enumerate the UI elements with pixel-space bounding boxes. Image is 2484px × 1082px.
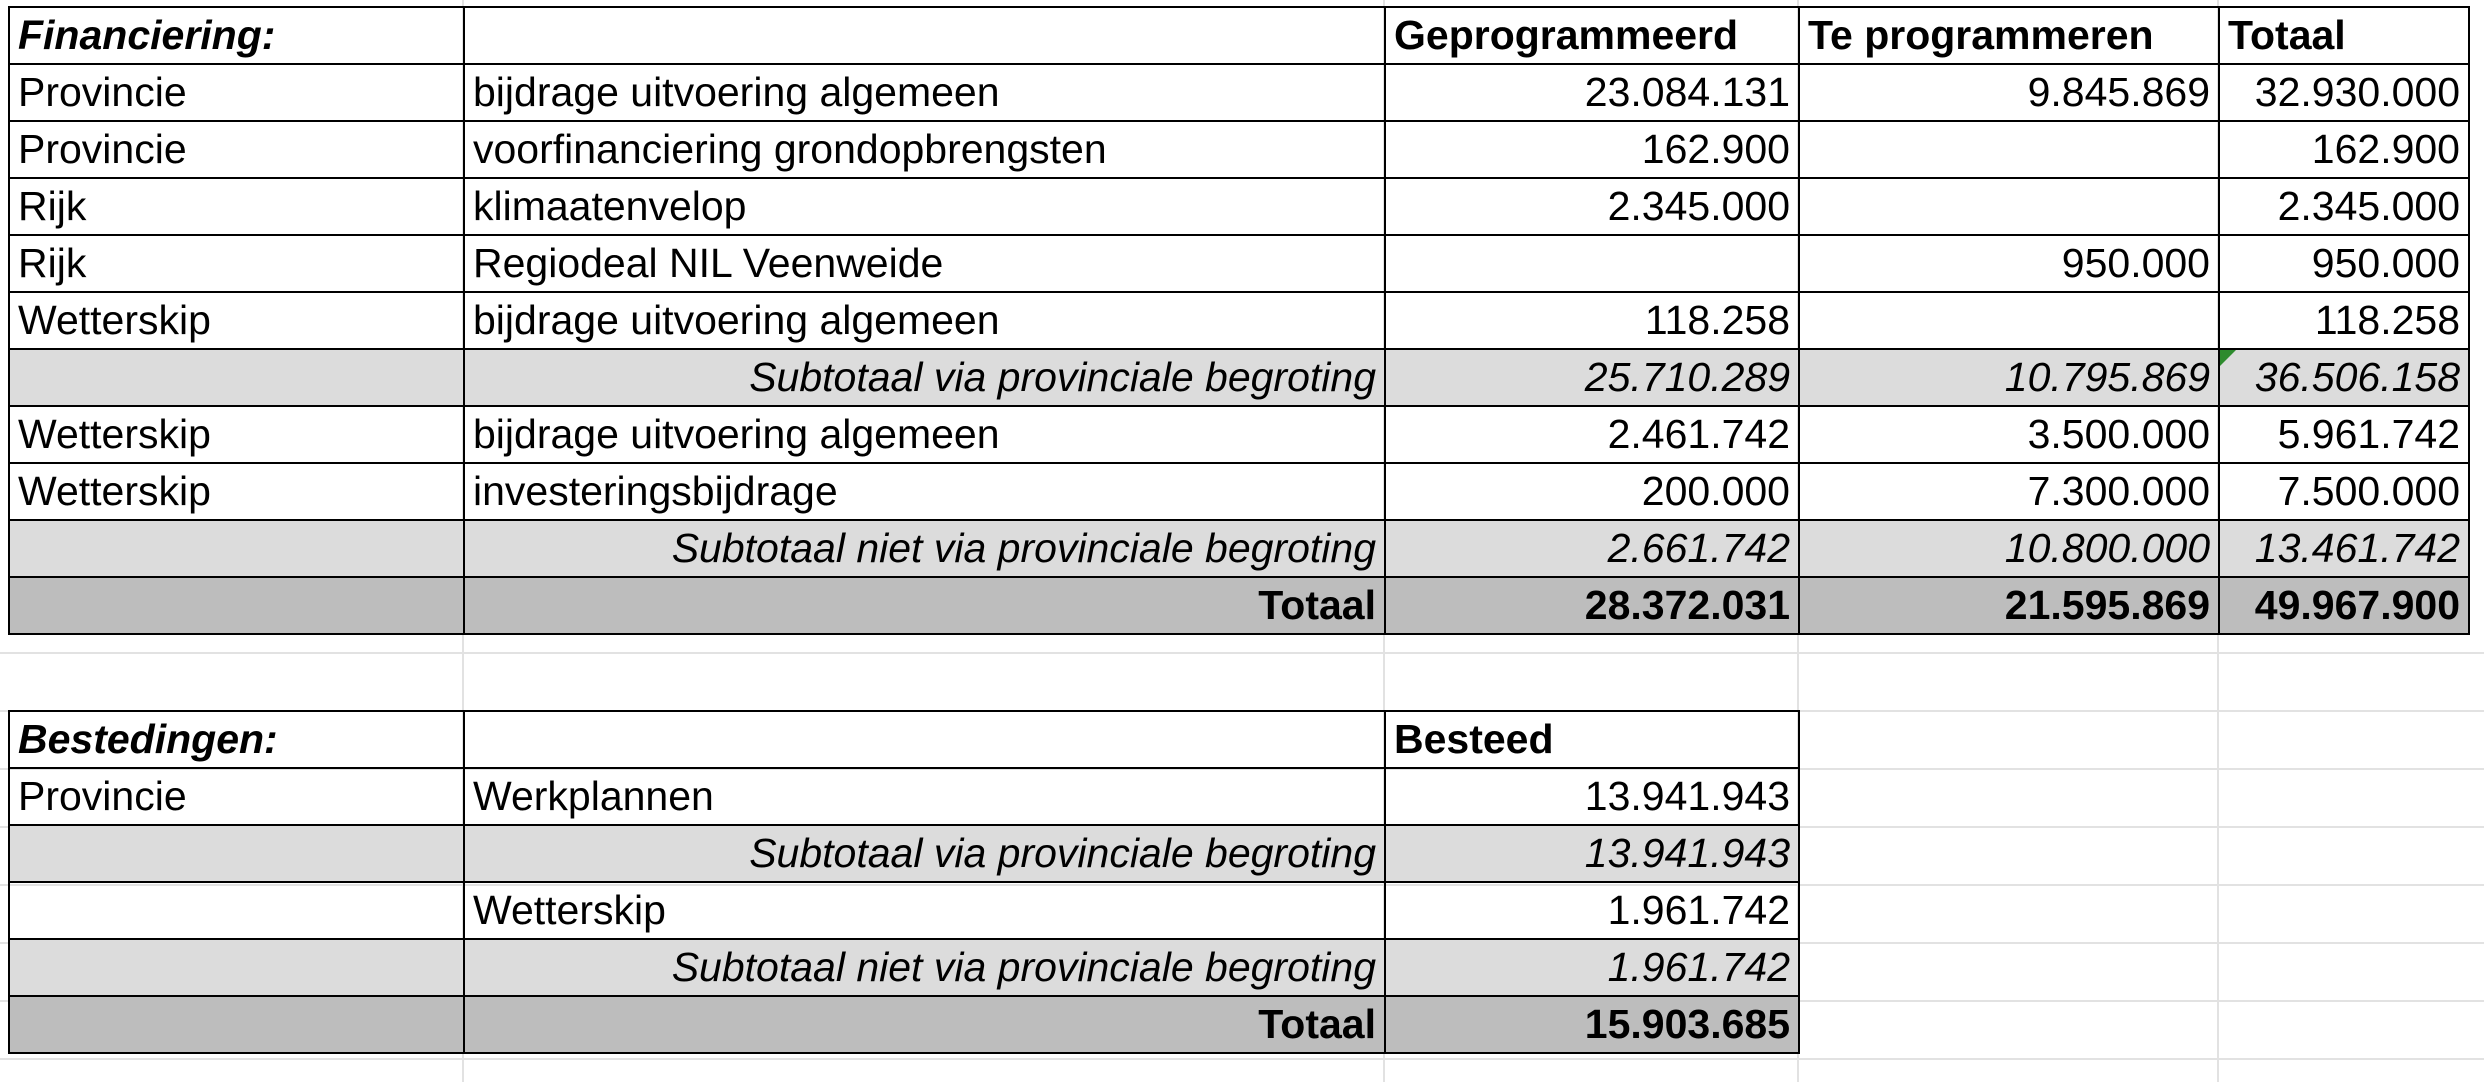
party-cell[interactable]: Provincie — [9, 768, 464, 825]
te-programmeren-cell[interactable] — [1799, 178, 2219, 235]
te-programmeren-cell[interactable]: 3.500.000 — [1799, 406, 2219, 463]
te-programmeren-cell[interactable] — [1799, 121, 2219, 178]
table-row — [9, 121, 2469, 178]
totaal-cell[interactable]: 2.345.000 — [2219, 178, 2469, 235]
totaal-cell[interactable]: 32.930.000 — [2219, 64, 2469, 121]
party-cell[interactable]: Rijk — [9, 235, 464, 292]
description-cell[interactable]: Regiodeal NIL Veenweide — [464, 235, 1385, 292]
header-geprogrammeerd[interactable]: Geprogrammeerd — [1385, 7, 1799, 64]
subtotal-label[interactable]: Subtotaal via provinciale begroting — [464, 349, 1385, 406]
blank-cell[interactable] — [9, 939, 464, 996]
te-programmeren-cell[interactable] — [1799, 292, 2219, 349]
description-cell[interactable]: klimaatenvelop — [464, 178, 1385, 235]
geprogrammeerd-cell[interactable]: 23.084.131 — [1385, 64, 1799, 121]
geprogrammeerd-cell[interactable] — [1385, 235, 1799, 292]
blank-cell[interactable] — [9, 825, 464, 882]
subtotal-totaal-value: 36.506.158 — [2254, 354, 2460, 400]
blank-cell[interactable] — [9, 996, 464, 1053]
description-cell[interactable]: Werkplannen — [464, 768, 1385, 825]
subtotal-geprogrammeerd[interactable]: 25.710.289 — [1385, 349, 1799, 406]
comment-marker-icon — [2220, 350, 2236, 366]
table-row — [9, 882, 1799, 939]
party-cell[interactable]: Provincie — [9, 64, 464, 121]
party-cell[interactable] — [9, 882, 464, 939]
party-cell[interactable]: Wetterskip — [9, 292, 464, 349]
financiering-header-row — [9, 7, 2469, 64]
table-row — [9, 64, 2469, 121]
subtotal-row — [9, 939, 1799, 996]
table-row — [9, 463, 2469, 520]
description-cell[interactable]: bijdrage uitvoering algemeen — [464, 292, 1385, 349]
totaal-cell[interactable]: 118.258 — [2219, 292, 2469, 349]
geprogrammeerd-cell[interactable]: 162.900 — [1385, 121, 1799, 178]
description-cell[interactable]: bijdrage uitvoering algemeen — [464, 64, 1385, 121]
total-label[interactable]: Totaal — [464, 996, 1385, 1053]
geprogrammeerd-cell[interactable]: 2.461.742 — [1385, 406, 1799, 463]
totaal-cell[interactable]: 950.000 — [2219, 235, 2469, 292]
header-blank-cell[interactable] — [464, 7, 1385, 64]
description-cell[interactable]: voorfinanciering grondopbrengsten — [464, 121, 1385, 178]
table-row — [9, 768, 1799, 825]
besteed-cell[interactable]: 1.961.742 — [1385, 882, 1799, 939]
header-te-programmeren[interactable]: Te programmeren — [1799, 7, 2219, 64]
total-besteed[interactable]: 15.903.685 — [1385, 996, 1799, 1053]
geprogrammeerd-cell[interactable]: 118.258 — [1385, 292, 1799, 349]
total-te-programmeren[interactable]: 21.595.869 — [1799, 577, 2219, 634]
total-geprogrammeerd[interactable]: 28.372.031 — [1385, 577, 1799, 634]
table-row — [9, 178, 2469, 235]
subtotal-te-programmeren[interactable]: 10.800.000 — [1799, 520, 2219, 577]
description-cell[interactable]: investeringsbijdrage — [464, 463, 1385, 520]
subtotal-geprogrammeerd[interactable]: 2.661.742 — [1385, 520, 1799, 577]
total-row — [9, 577, 2469, 634]
subtotal-totaal[interactable] — [2219, 349, 2469, 406]
header-totaal[interactable]: Totaal — [2219, 7, 2469, 64]
blank-cell[interactable] — [9, 577, 464, 634]
description-cell[interactable]: Wetterskip — [464, 882, 1385, 939]
subtotal-besteed[interactable]: 13.941.943 — [1385, 825, 1799, 882]
table-row — [9, 235, 2469, 292]
te-programmeren-cell[interactable]: 950.000 — [1799, 235, 2219, 292]
financiering-title[interactable]: Financiering: — [9, 7, 464, 64]
party-cell[interactable]: Wetterskip — [9, 463, 464, 520]
description-cell[interactable]: bijdrage uitvoering algemeen — [464, 406, 1385, 463]
party-cell[interactable]: Wetterskip — [9, 406, 464, 463]
bestedingen-title[interactable]: Bestedingen: — [9, 711, 464, 768]
party-cell[interactable]: Provincie — [9, 121, 464, 178]
total-label[interactable]: Totaal — [464, 577, 1385, 634]
header-blank-cell[interactable] — [464, 711, 1385, 768]
subtotal-label[interactable]: Subtotaal niet via provinciale begroting — [464, 939, 1385, 996]
totaal-cell[interactable]: 7.500.000 — [2219, 463, 2469, 520]
subtotal-row — [9, 520, 2469, 577]
subtotal-label[interactable]: Subtotaal via provinciale begroting — [464, 825, 1385, 882]
te-programmeren-cell[interactable]: 7.300.000 — [1799, 463, 2219, 520]
te-programmeren-cell[interactable]: 9.845.869 — [1799, 64, 2219, 121]
subtotal-totaal[interactable]: 13.461.742 — [2219, 520, 2469, 577]
bestedingen-table — [8, 710, 1800, 1054]
totaal-cell[interactable]: 162.900 — [2219, 121, 2469, 178]
blank-cell[interactable] — [9, 349, 464, 406]
financiering-table — [8, 6, 2470, 635]
subtotal-besteed[interactable]: 1.961.742 — [1385, 939, 1799, 996]
subtotal-row — [9, 825, 1799, 882]
bestedingen-header-row — [9, 711, 1799, 768]
geprogrammeerd-cell[interactable]: 200.000 — [1385, 463, 1799, 520]
header-besteed[interactable]: Besteed — [1385, 711, 1799, 768]
table-row — [9, 292, 2469, 349]
party-cell[interactable]: Rijk — [9, 178, 464, 235]
besteed-cell[interactable]: 13.941.943 — [1385, 768, 1799, 825]
total-row — [9, 996, 1799, 1053]
table-row — [9, 406, 2469, 463]
geprogrammeerd-cell[interactable]: 2.345.000 — [1385, 178, 1799, 235]
totaal-cell[interactable]: 5.961.742 — [2219, 406, 2469, 463]
blank-cell[interactable] — [9, 520, 464, 577]
subtotal-row — [9, 349, 2469, 406]
total-totaal[interactable]: 49.967.900 — [2219, 577, 2469, 634]
subtotal-te-programmeren[interactable]: 10.795.869 — [1799, 349, 2219, 406]
subtotal-label[interactable]: Subtotaal niet via provinciale begroting — [464, 520, 1385, 577]
